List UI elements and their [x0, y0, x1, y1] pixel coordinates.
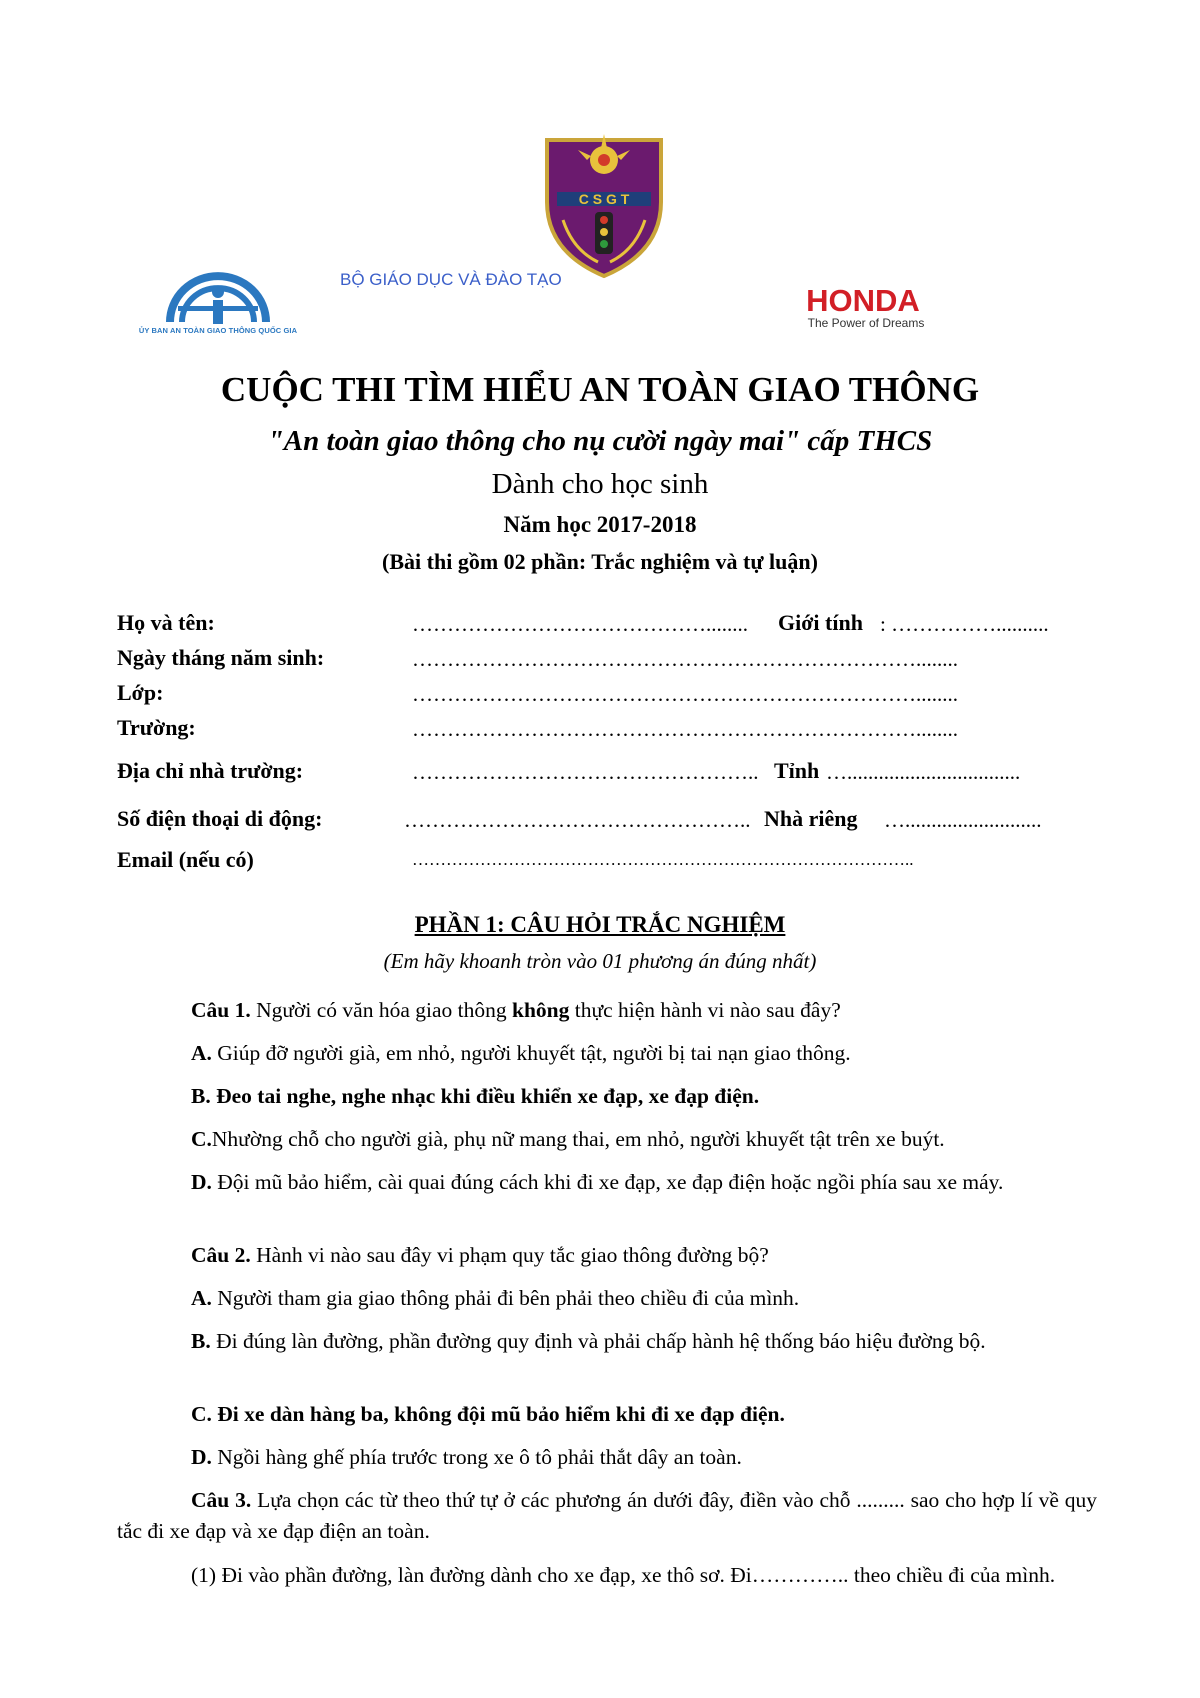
svg-text:C S G T: C S G T: [578, 191, 630, 207]
committee-logo-lettering: ỦY BAN AN TOÀN GIAO THÔNG QUỐC GIA: [138, 326, 298, 335]
question-1-option-d[interactable]: [117, 1167, 1097, 1198]
question-2-option-c[interactable]: C. Đi xe dàn hàng ba, không đội mũ bảo hiểm khi đi xe đạp điện.: [191, 1402, 785, 1426]
contest-title: CUỘC THI TÌM HIỂU AN TOÀN GIAO THÔNG: [220, 370, 980, 409]
home-phone-field[interactable]: …..........................: [884, 808, 1042, 832]
gender-field[interactable]: : ……………..........: [880, 612, 1049, 636]
csgt-police-badge-logo: [543, 130, 665, 280]
name-field[interactable]: ……………………………………........: [412, 612, 748, 636]
option-c-text: Nhường chỗ cho người già, phụ nữ mang thai, em nhỏ, người khuyết tật trên xe buýt.: [211, 1127, 945, 1151]
option-d-label: D.: [191, 1170, 212, 1194]
gender-label: Giới tính: [778, 610, 863, 635]
question-1-text-b: thực hiện hành vi nào sau đây?: [569, 998, 841, 1022]
honda-tagline: The Power of Dreams: [807, 316, 925, 330]
option-b-label: B.: [191, 1329, 211, 1353]
honda-logo: [773, 283, 953, 333]
honda-wordmark: HONDA: [806, 283, 920, 318]
option-d-label: D.: [191, 1445, 212, 1469]
question-2-label: Câu 2.: [191, 1243, 251, 1267]
traffic-police-badge-icon: [543, 130, 665, 280]
school-field[interactable]: ………………………………………………………………........: [412, 717, 958, 741]
question-1-emphasis: không: [512, 998, 570, 1022]
option-d-text: Ngồi hàng ghế phía trước trong xe ô tô phải thắt dây an toàn.: [211, 1445, 742, 1469]
question-1-text-a: Người có văn hóa giao thông: [250, 998, 512, 1022]
class-label: Lớp:: [117, 680, 164, 705]
question-3-text: Lựa chọn các từ theo thứ tự ở các phương án dưới đây, điền vào chỗ ......... sao cho hợp lí về quy tắc đi xe đạp và xe đạp điện an toàn.: [117, 1488, 1097, 1543]
province-field[interactable]: ….................................: [826, 760, 1021, 784]
option-a-label: A.: [191, 1286, 212, 1310]
mobile-phone-field[interactable]: …………………………………………..: [404, 808, 751, 832]
question-1-label: Câu 1.: [191, 998, 251, 1022]
question-2-option-d[interactable]: [117, 1442, 1097, 1473]
school-address-field[interactable]: …………………………………………..: [412, 760, 759, 784]
part1-instruction: (Em hãy khoanh tròn vào 01 phương án đúng nhất): [383, 949, 817, 973]
province-label: Tỉnh: [774, 758, 820, 783]
school-year: Năm học 2017-2018: [503, 512, 697, 537]
question-2-option-b[interactable]: [117, 1326, 1097, 1357]
home-phone-label: Nhà riêng: [764, 806, 858, 831]
mobile-phone-label: Số điện thoại di động:: [117, 806, 323, 831]
option-d-text: Đội mũ bảo hiểm, cài quai đúng cách khi đi xe đạp, xe đạp điện hoặc ngồi phía sau xe máy.: [211, 1170, 1004, 1194]
email-label: Email (nếu có): [117, 847, 254, 872]
school-address-label: Địa chỉ nhà trường:: [117, 758, 304, 783]
question-2: [117, 1240, 1097, 1271]
name-label: Họ và tên:: [117, 610, 215, 635]
question-1-option-c[interactable]: [117, 1124, 1117, 1155]
option-b-text: Đi đúng làn đường, phần đường quy định và phải chấp hành hệ thống báo hiệu đường bộ.: [210, 1329, 986, 1353]
question-3-label: Câu 3.: [191, 1488, 252, 1512]
audience-line: Dành cho học sinh: [491, 468, 709, 500]
question-3: [117, 1485, 1097, 1547]
dob-field[interactable]: ………………………………………………………………........: [412, 647, 958, 671]
question-1: [117, 995, 1097, 1026]
option-a-label: A.: [191, 1041, 212, 1065]
school-label: Trường:: [117, 715, 196, 740]
question-1-option-a[interactable]: [117, 1038, 1097, 1069]
option-a-text: Giúp đỡ người già, em nhỏ, người khuyết tật, người bị tai nạn giao thông.: [211, 1041, 851, 1065]
option-c-label: C.: [191, 1127, 212, 1151]
part1-heading: PHẦN 1: CÂU HỎI TRẮC NGHIỆM: [414, 912, 786, 937]
class-field[interactable]: ………………………………………………………………........: [412, 682, 958, 706]
national-traffic-safety-committee-logo: [118, 270, 318, 340]
question-2-text: Hành vi nào sau đây vi phạm quy tắc giao thông đường bộ?: [250, 1243, 769, 1267]
question-2-option-a[interactable]: [117, 1283, 1097, 1314]
question-3-item-1: (1) Đi vào phần đường, làn đường dành cho xe đạp, xe thô sơ. Đi………….. theo chiều đi của mình.: [191, 1563, 1056, 1587]
ministry-of-education-label: BỘ GIÁO DỤC VÀ ĐÀO TẠO: [340, 270, 562, 289]
contest-subtitle: "An toàn giao thông cho nụ cười ngày mai" cấp THCS: [267, 425, 933, 457]
exam-structure-note: (Bài thi gồm 02 phần: Trắc nghiệm và tự luận): [382, 549, 818, 574]
question-1-option-b[interactable]: B. Đeo tai nghe, nghe nhạc khi điều khiển xe đạp, xe đạp điện.: [191, 1084, 760, 1108]
committee-emblem-icon: [118, 270, 318, 330]
email-field[interactable]: ……………………………………………………………………………..: [412, 850, 914, 869]
dob-label: Ngày tháng năm sinh:: [117, 645, 325, 670]
option-a-text: Người tham gia giao thông phải đi bên phải theo chiều đi của mình.: [211, 1286, 800, 1310]
